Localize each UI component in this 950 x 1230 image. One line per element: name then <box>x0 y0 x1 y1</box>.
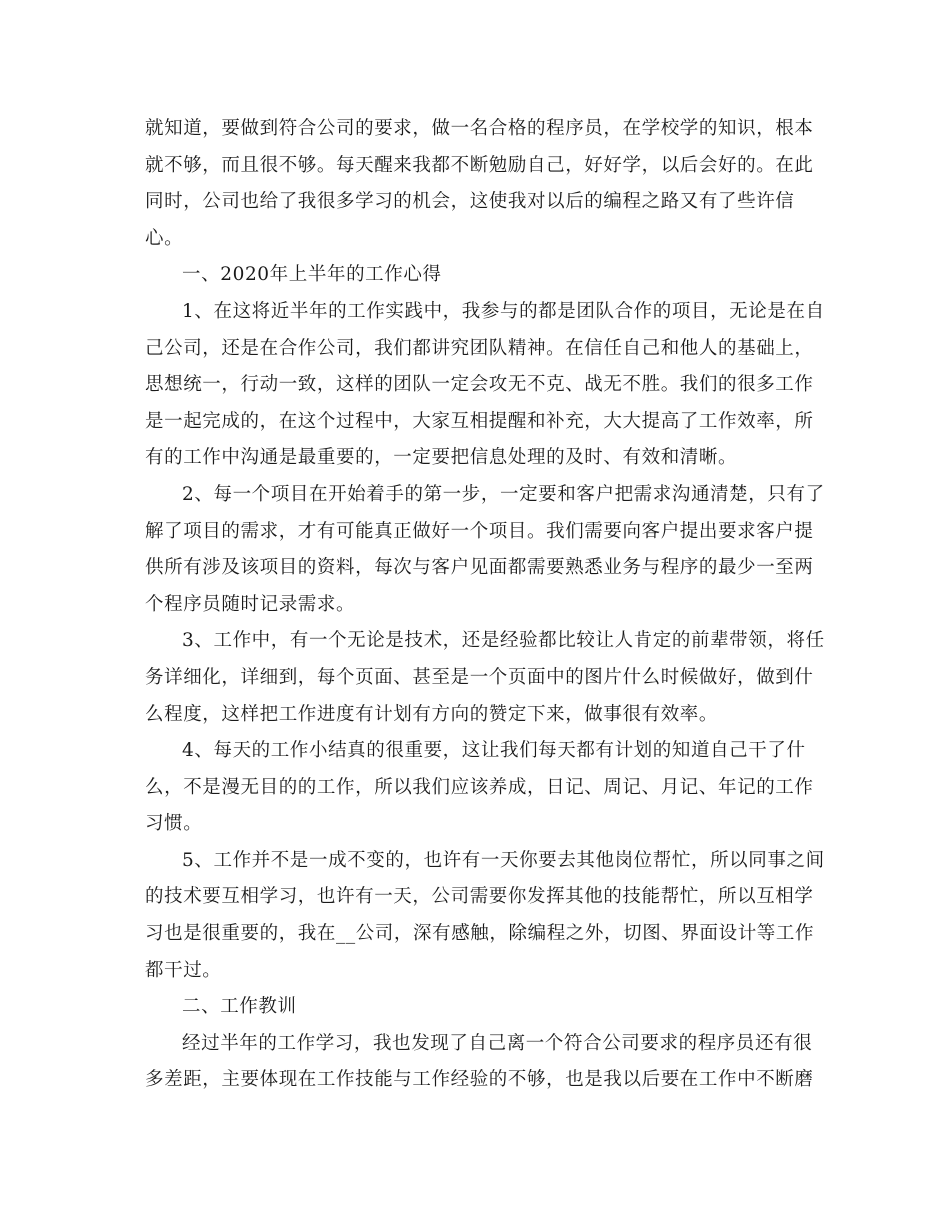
text-line: 2、每一个项目在开始着手的第一步，一定要和客户把需求沟通清楚，只有了 <box>182 483 825 505</box>
text-line: 供所有涉及该项目的资料，每次与客户见面都需要熟悉业务与程序的最少一至两 <box>145 557 814 579</box>
text-line: 心。 <box>145 227 184 249</box>
document-body <box>145 111 825 1099</box>
text-line: 5、工作并不是一成不变的，也许有一天你要去其他岗位帮忙，所以同事之间 <box>182 849 825 871</box>
text-line: 二、工作教训 <box>182 996 297 1018</box>
text-line: 思想统一，行动一致，这样的团队一定会攻无不克、战无不胜。我们的很多工作 <box>145 374 814 396</box>
text-line: 一、2020年上半年的工作心得 <box>182 264 442 286</box>
text-line: 么程度，这样把工作进度有计划有方向的赞定下来，做事很有效率。 <box>145 703 719 725</box>
text-line: 就知道，要做到符合公司的要求，做一名合格的程序员，在学校学的知识，根本 <box>145 118 814 139</box>
text-line: 都干过。 <box>145 959 222 981</box>
text-line: 4、每天的工作小结真的很重要，这让我们每天都有计划的知道自己干了什 <box>182 740 806 762</box>
text-line: 经过半年的工作学习，我也发现了自己离一个符合公司要求的程序员还有很 <box>182 1032 813 1054</box>
text-line: 个程序员随时记录需求。 <box>145 593 356 615</box>
text-line: 习惯。 <box>145 813 203 835</box>
text-line: 同时，公司也给了我很多学习的机会，这使我对以后的编程之路又有了些许信 <box>145 191 795 213</box>
text-line: 务详细化，详细到，每个页面、甚至是一个页面中的图片什么时候做好，做到什 <box>145 666 814 688</box>
text-line: 解了项目的需求，才有可能真正做好一个项目。我们需要向客户提出要求客户提 <box>145 520 814 542</box>
text-line: 己公司，还是在合作公司，我们都讲究团队精神。在信任自己和他人的基础上， <box>145 337 814 359</box>
text-line: 多差距，主要体现在工作技能与工作经验的不够，也是我以后要在工作中不断磨 <box>145 1069 814 1091</box>
text-line: 习也是很重要的，我在__公司，深有感触，除编程之外，切图、界面设计等工作 <box>145 923 815 945</box>
text-line: 3、工作中，有一个无论是技术，还是经验都比较让人肯定的前辈带领，将任 <box>182 630 825 652</box>
text-line: 是一起完成的，在这个过程中，大家互相提醒和补充，大大提高了工作效率，所 <box>145 410 814 432</box>
text-line: 有的工作中沟通是最重要的，一定要把信息处理的及时、有效和清晰。 <box>145 447 738 469</box>
text-line: 就不够，而且很不够。每天醒来我都不断勉励自己，好好学，以后会好的。在此 <box>145 154 814 176</box>
text-line: 1、在这将近半年的工作实践中，我参与的都是团队合作的项目，无论是在自 <box>182 300 825 322</box>
text-line: 的技术要互相学习，也许有一天，公司需要你发挥其他的技能帮忙，所以互相学 <box>145 886 814 908</box>
text-line: 么，不是漫无目的的工作，所以我们应该养成，日记、周记、月记、年记的工作 <box>145 776 814 798</box>
